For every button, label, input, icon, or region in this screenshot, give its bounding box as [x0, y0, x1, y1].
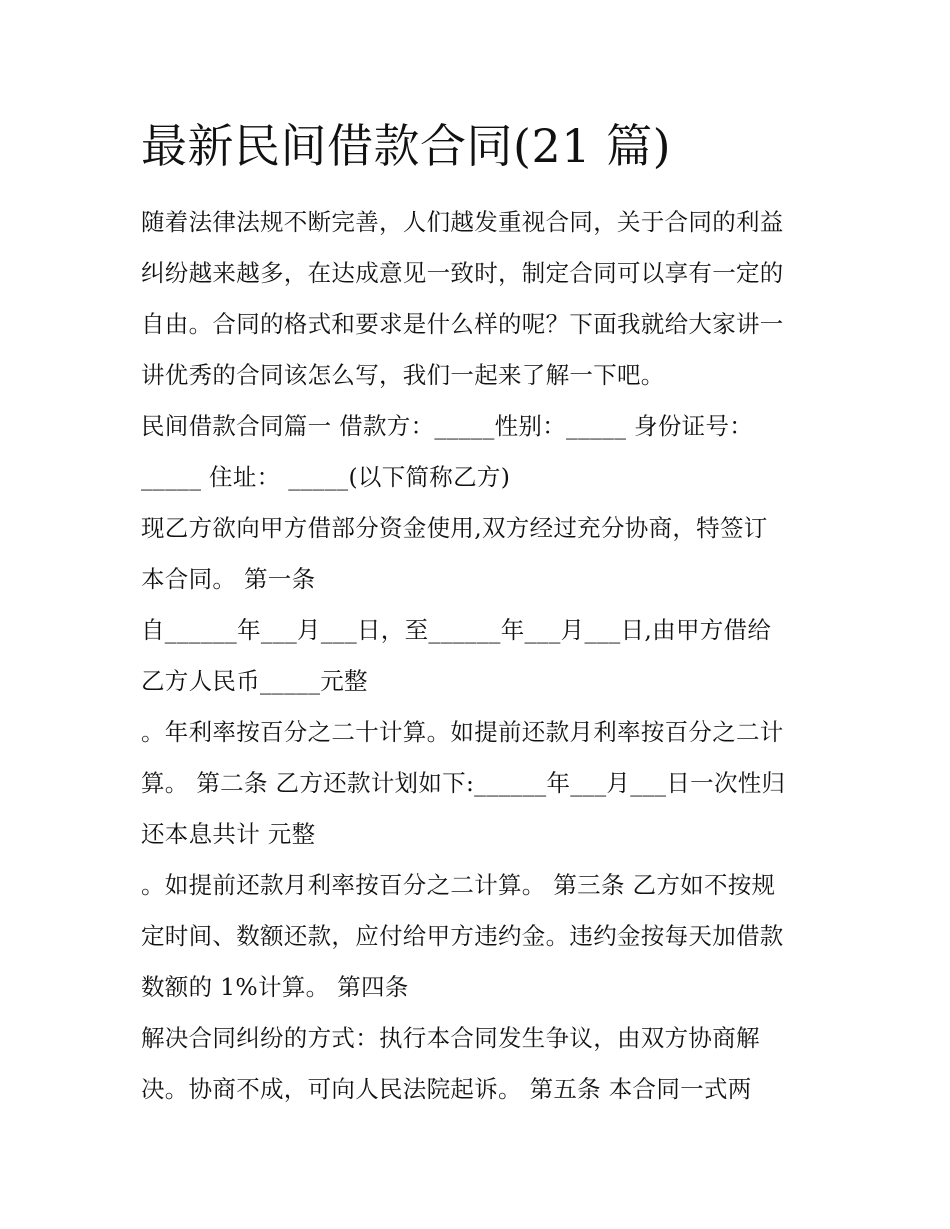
text-line: 乙方人民币_____元整: [141, 667, 368, 695]
text-line: _____ 住址： _____(以下简称乙方): [141, 463, 511, 491]
text-line: 民间借款合同篇一 借款方：_____性别：_____ 身份证号：: [141, 412, 754, 440]
text-line: 还本息共计 元整: [141, 820, 316, 848]
text-line: 自由。合同的格式和要求是什么样的呢？下面我就给大家讲一: [141, 310, 784, 338]
text-line: 自______年___月___日，至______年___月___日,由甲方借给: [141, 616, 772, 644]
text-line: 随着法律法规不断完善，人们越发重视合同，关于合同的利益: [141, 208, 784, 236]
text-line: 本合同。 第一条: [141, 565, 316, 593]
document-title: 最新民间借款合同(21 篇): [141, 119, 672, 173]
text-line: 算。 第二条 乙方还款计划如下:______年___月___日一次性归: [141, 769, 786, 797]
text-line: 。年利率按百分之二十计算。如提前还款月利率按百分之二计: [141, 718, 784, 746]
text-line: 现乙方欲向甲方借部分资金使用,双方经过充分协商，特签订: [141, 514, 768, 542]
text-line: 纠纷越来越多，在达成意见一致时，制定合同可以享有一定的: [141, 259, 784, 287]
document-body: [141, 197, 821, 1115]
text-line: 决。协商不成，可向人民法院起诉。 第五条 本合同一式两: [141, 1075, 752, 1103]
text-line: 。如提前还款月利率按百分之二计算。 第三条 乙方如不按规: [141, 871, 776, 899]
text-line: 定时间、数额还款，应付给甲方违约金。违约金按每天加借款: [141, 922, 784, 950]
text-line: 解决合同纠纷的方式：执行本合同发生争议，由双方协商解: [141, 1024, 760, 1052]
text-line: 数额的 1%计算。 第四条: [141, 973, 409, 1001]
text-line: 讲优秀的合同该怎么写，我们一起来了解一下吧。: [141, 361, 665, 389]
